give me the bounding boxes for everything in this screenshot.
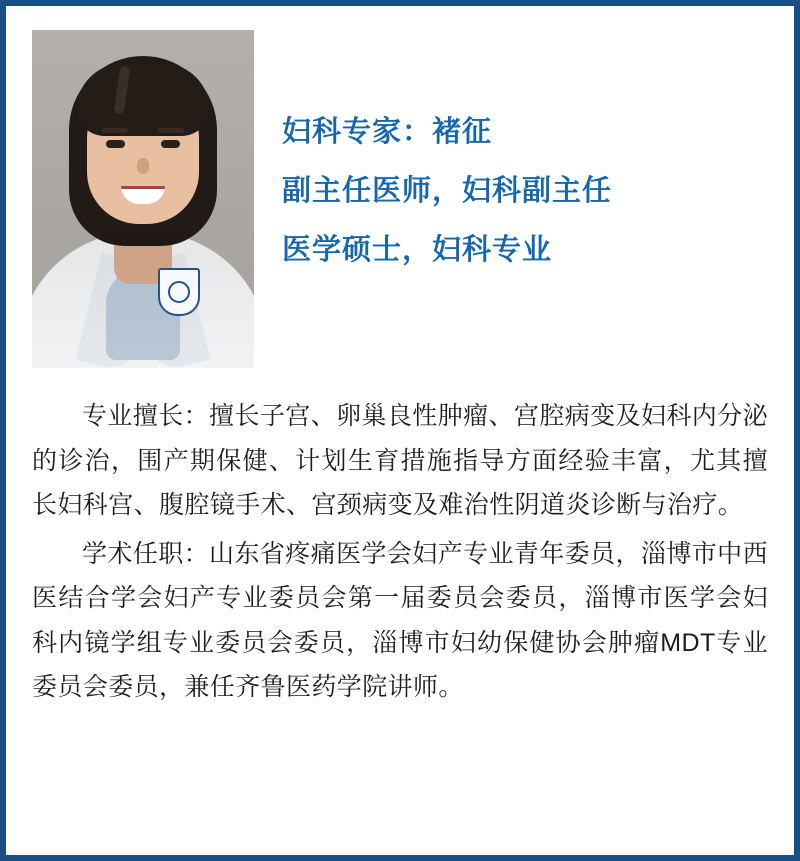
doctor-degree-line: 医学硕士，妇科专业	[282, 234, 553, 266]
doctor-photo	[32, 30, 254, 368]
academic-appointments-paragraph: 学术任职：山东省疼痛医学会妇产专业青年委员，淄博市中西医结合学会妇产专业委员会第一届委员会委员，淄博市医学会妇科内镜学组专业委员会委员，淄博市妇幼保健协会肿瘤MDT专业委员会委员，兼任齐鲁医药学院讲师。	[32, 539, 768, 701]
coat-shading	[32, 232, 254, 368]
hair-front-shape	[77, 64, 209, 136]
eye-right	[161, 140, 180, 148]
specialty-paragraph: 专业擅长：擅长子宫、卵巢良性肿瘤、宫腔病变及妇科内分泌的诊治，围产期保健、计划生育措施指导方面经验丰富，尤其擅长妇科宫、腹腔镜手术、宫颈病变及难治性阴道炎诊断与治疗。	[32, 402, 768, 519]
eyebrow-right	[158, 128, 184, 133]
profile-body	[32, 394, 768, 710]
doctor-title-block	[282, 30, 768, 265]
doctor-position-line: 副主任医师，妇科副主任	[282, 175, 613, 207]
card-inner	[6, 6, 794, 855]
eyebrow-left	[102, 128, 128, 133]
nose-shape	[137, 158, 149, 174]
hospital-badge-icon	[158, 268, 200, 316]
doctor-name-line: 妇科专家：褚征	[282, 116, 493, 148]
profile-header	[32, 30, 768, 368]
portrait-illustration	[32, 30, 254, 368]
eye-left	[106, 140, 125, 148]
